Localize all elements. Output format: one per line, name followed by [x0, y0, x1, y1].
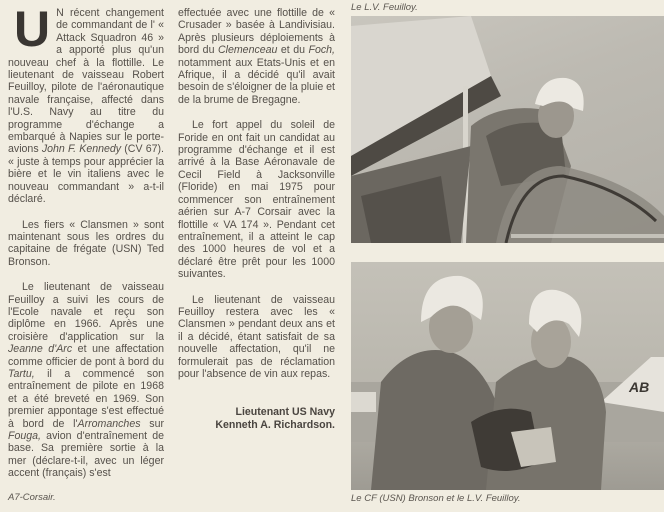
tail-code: AB — [629, 379, 650, 395]
paragraph-exchange: Le fort appel du soleil de Foride en ont fait un candidat au programme d'échange et il est arrivé à la Base Aéronavale de Cecil Field à Jacksonville (Floride) en mai 1975 pour commencer son entraînement aérien sur A-7 Corsair avec la flottille « VA 174 ». Pendant cet entraînement, il a atteint le cap des 1000 heures de vol et a déclaré être prêt pour les 1000 suivantes. — [178, 119, 335, 281]
caption-a7-corsair: A7-Corsair. — [8, 492, 56, 503]
author-signature: Lieutenant US Navy Kenneth A. Richardson. — [215, 406, 335, 432]
paragraph-clansmen: Les fiers « Clansmen » sont maintenant sous les ordres du capitaine de frégate (USN) Ted Bronson. — [8, 218, 164, 268]
article-column-2 — [178, 7, 335, 432]
caption-photo-top: Le L.V. Feuilloy. — [351, 2, 418, 13]
paragraph-conclusion: Le lieutenant de vaisseau Feuilloy restera avec les « Clansmen » pendant deux ans et il a décidé, étant satisfait de sa nouvelle affectation, qu'il ne formulerait pas de réclamation pour l'absence de vin aux repas. — [178, 293, 335, 380]
paragraph-intro: U N récent changement de commandant de l' « Attack Squadron 46 » a apporté plus qu'un nouveau chef à la flottille. Le lieutenant de vaisseau Robert Feuilloy, pilote de l'aéronautique navale française, affecté dans l'U.S. Navy au titre du programme d'échange a embarqué à Napies sur le porte-avions John F. Kennedy (CV 67). « juste à temps pour apprécier la bière et le vin italiens avec le nouveau commandant » a-t-il déclaré. — [8, 1, 164, 206]
paragraph-career: Le lieutenant de vaisseau Feuilloy a suivi les cours de l'Ecole navale et reçu son diplôme en 1966. Après une croisière d'application sur la Jeanne d'Arc et une affectation comme officier de pont à bord du Tartu, il a commencé son entraînement de pilote en 1968 et a été breveté en 1969. Son premier appontage s'est effectué à bord de l'Arromanches sur Fouga, avion d'entraînement de base. Sa première sortie à la mer (déclare-t-il, avec un léger accent (français) s'est — [8, 281, 164, 480]
photo-two-pilots — [351, 262, 664, 490]
article-column-1 — [8, 1, 164, 493]
caption-photo-bottom: Le CF (USN) Bronson et le L.V. Feuilloy. — [351, 493, 521, 504]
drop-cap: U — [14, 1, 51, 57]
paragraph-deployments: effectuée avec une flottille de « Crusader » basée à Landivisiau. Après plusieurs déploiements à bord du Clemenceau et du Foch, notamment aux Etats-Unis et en Afrique, il a décidé qu'il avait besoin de s'éloigner de la pluie et de la brume de Bregagne. — [178, 7, 335, 106]
photo-pilot-in-cockpit — [351, 16, 664, 243]
